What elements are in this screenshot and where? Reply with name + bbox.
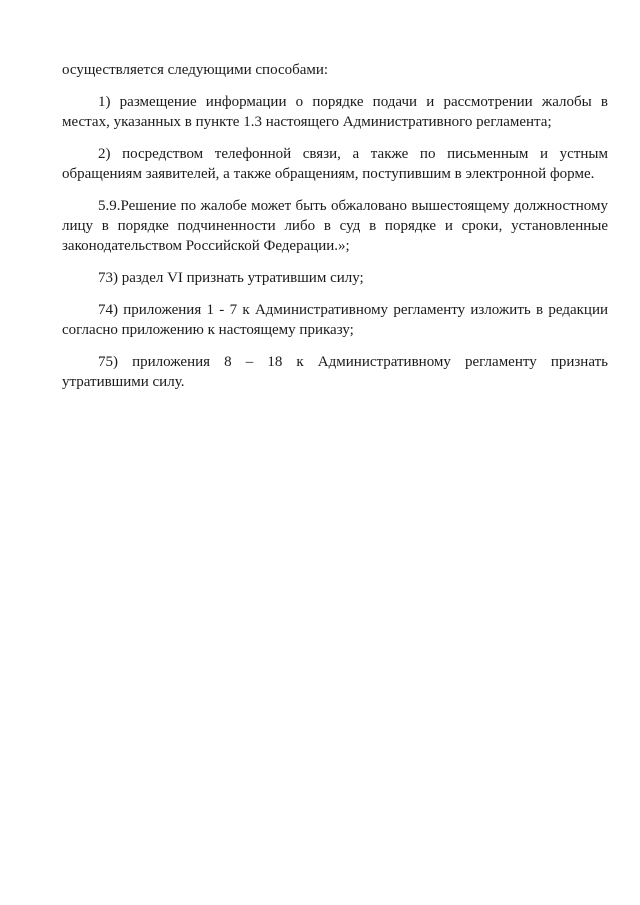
paragraph-73: 73) раздел VI признать утратившим силу;	[98, 270, 364, 286]
paragraph-continuation: осуществляется следующими способами:	[62, 62, 329, 78]
paragraph-74: 74) приложения 1 - 7 к Административному регламенту изложить в редакции согласно приложению к настоящему приказу;	[62, 302, 608, 338]
paragraph-75: 75) приложения 8 – 18 к Административному регламенту признать утратившими силу.	[62, 354, 608, 390]
paragraph-item-1: 1) размещение информации о порядке подачи и рассмотрении жалобы в местах, указанных в пункте 1.3 настоящего Административного регламента;	[62, 94, 608, 130]
paragraph-item-2: 2) посредством телефонной связи, а также по письменным и устным обращениям заявителей, а также обращениям, поступившим в электронной форме.	[62, 146, 608, 182]
document-body	[62, 60, 608, 404]
paragraph-5-9: 5.9.Решение по жалобе может быть обжаловано вышестоящему должностному лицу в порядке подчиненности либо в суд в порядке и сроки, установленные законодательством Российской Федерации.»;	[62, 198, 608, 254]
